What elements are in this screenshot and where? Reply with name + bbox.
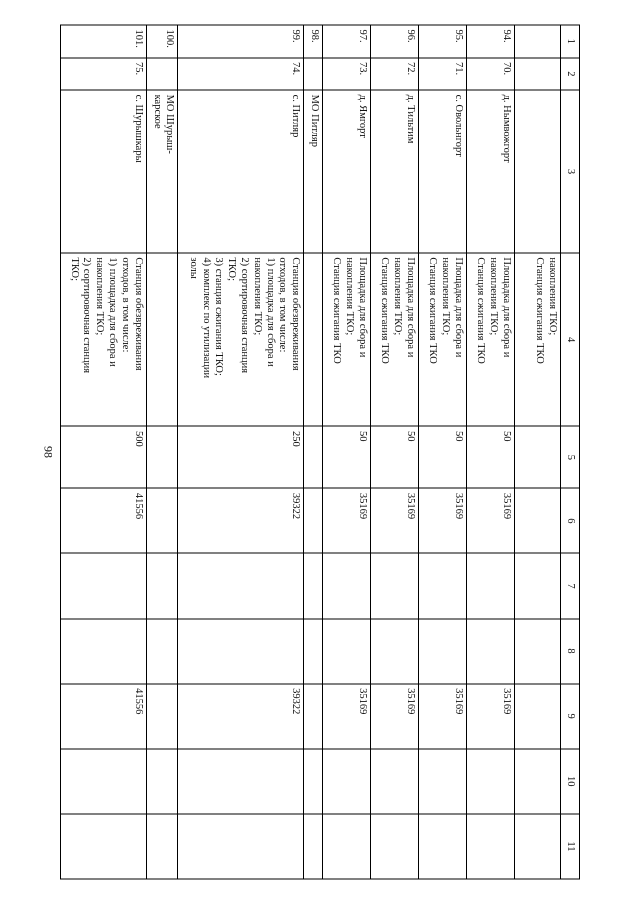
column-header: 3 (561, 90, 580, 253)
cell-object-number (304, 58, 323, 91)
cell-settlement: д. Нымвожгорт (466, 90, 514, 253)
cell-col11 (61, 814, 147, 879)
cell-col7 (61, 553, 147, 618)
cell-settlement: МО Питляр (304, 90, 323, 253)
cell-col9: 35169 (418, 684, 466, 749)
cell-col9 (304, 684, 323, 749)
cell-col11 (466, 814, 514, 879)
table-row (418, 25, 466, 879)
header-row (561, 25, 580, 879)
cell-col11 (322, 814, 370, 879)
cell-col8 (515, 619, 561, 684)
column-header: 10 (561, 749, 580, 814)
cell-col10 (322, 749, 370, 814)
cell-facility-type: Площадка для сбора и накопления ТКО; Станция сжигания ТКО (466, 253, 514, 427)
cell-row-number (515, 25, 561, 58)
table-row (466, 25, 514, 879)
cell-col7 (515, 553, 561, 618)
cell-object-number: 70. (466, 58, 514, 91)
cell-col10 (466, 749, 514, 814)
cell-col11 (515, 814, 561, 879)
cell-row-number: 97. (322, 25, 370, 58)
table-row-group (304, 25, 323, 879)
cell-facility-type (304, 253, 323, 427)
rotated-table-container (60, 25, 580, 880)
cell-col8 (466, 619, 514, 684)
cell-col6: 39322 (178, 488, 304, 553)
cell-col8 (418, 619, 466, 684)
cell-col5: 50 (418, 426, 466, 488)
table-row-carryover (515, 25, 561, 879)
column-header: 11 (561, 814, 580, 879)
column-header: 6 (561, 488, 580, 553)
cell-col9: 41556 (61, 684, 147, 749)
cell-col5: 250 (178, 426, 304, 488)
cell-col9 (146, 684, 178, 749)
cell-col11 (304, 814, 323, 879)
cell-settlement: с. Овольнгорт (418, 90, 466, 253)
cell-col7 (466, 553, 514, 618)
column-header: 8 (561, 619, 580, 684)
cell-facility-type: Площадка для сбора и накопления ТКО; Станция сжигания ТКО (370, 253, 418, 427)
waste-facilities-table (60, 25, 580, 880)
cell-settlement: МО Шурыш- карское (146, 90, 178, 253)
cell-settlement: с. Питляр (178, 90, 304, 253)
cell-col10 (146, 749, 178, 814)
cell-object-number (146, 58, 178, 91)
cell-settlement: д. Тильтим (370, 90, 418, 253)
cell-col6: 35169 (466, 488, 514, 553)
cell-col11 (370, 814, 418, 879)
cell-col8 (61, 619, 147, 684)
cell-col5: 500 (61, 426, 147, 488)
cell-row-number: 99. (178, 25, 304, 58)
cell-col9: 35169 (322, 684, 370, 749)
table-row-group (146, 25, 178, 879)
cell-col6: 35169 (418, 488, 466, 553)
cell-col7 (322, 553, 370, 618)
cell-col10 (304, 749, 323, 814)
cell-row-number: 100. (146, 25, 178, 58)
cell-object-number (515, 58, 561, 91)
cell-col8 (178, 619, 304, 684)
cell-col5 (304, 426, 323, 488)
column-header: 5 (561, 426, 580, 488)
table-row (178, 25, 304, 879)
cell-col6 (146, 488, 178, 553)
cell-settlement (515, 90, 561, 253)
cell-col11 (178, 814, 304, 879)
cell-object-number: 72. (370, 58, 418, 91)
cell-col6 (304, 488, 323, 553)
cell-col8 (370, 619, 418, 684)
cell-object-number: 71. (418, 58, 466, 91)
cell-col7 (418, 553, 466, 618)
cell-facility-type: Станция обезвреживания отходов, в том числе: 1) площадка для сбора и накопления ТКО; 2) сортировочная станция ТКО; 3) станция сжигания ТКО; 4) комплекс по утилизации золы (178, 253, 304, 427)
cell-facility-type: Площадка для сбора и накопления ТКО; Станция сжигания ТКО (322, 253, 370, 427)
cell-col5 (146, 426, 178, 488)
cell-col7 (304, 553, 323, 618)
column-header: 1 (561, 25, 580, 58)
column-header: 7 (561, 553, 580, 618)
cell-object-number: 75. (61, 58, 147, 91)
cell-col9: 35169 (370, 684, 418, 749)
cell-col5: 50 (322, 426, 370, 488)
cell-col8 (146, 619, 178, 684)
cell-col10 (418, 749, 466, 814)
cell-col6: 35169 (322, 488, 370, 553)
cell-facility-type: Площадка для сбора и накопления ТКО; Станция сжигания ТКО (418, 253, 466, 427)
cell-col9: 35169 (466, 684, 514, 749)
cell-facility-type: накопления ТКО; Станция сжигания ТКО (515, 253, 561, 427)
cell-col8 (304, 619, 323, 684)
cell-col5 (515, 426, 561, 488)
cell-row-number: 95. (418, 25, 466, 58)
cell-row-number: 96. (370, 25, 418, 58)
cell-col7 (370, 553, 418, 618)
cell-col7 (178, 553, 304, 618)
cell-object-number: 74. (178, 58, 304, 91)
page-number: 98 (41, 446, 56, 458)
cell-row-number: 101. (61, 25, 147, 58)
cell-col8 (322, 619, 370, 684)
column-header: 9 (561, 684, 580, 749)
cell-facility-type: Станция обезвреживания отходов, в том числе: 1) площадка для сбора и накопления ТКО; 2) сортировочная станция ТКО; (61, 253, 147, 427)
table-row (61, 25, 147, 879)
table-row (322, 25, 370, 879)
cell-object-number: 73. (322, 58, 370, 91)
cell-col9: 39322 (178, 684, 304, 749)
cell-col9 (515, 684, 561, 749)
table-row (370, 25, 418, 879)
cell-row-number: 94. (466, 25, 514, 58)
cell-col5: 50 (466, 426, 514, 488)
column-header: 2 (561, 58, 580, 91)
cell-row-number: 98. (304, 25, 323, 58)
cell-col10 (515, 749, 561, 814)
column-header: 4 (561, 253, 580, 427)
cell-facility-type (146, 253, 178, 427)
cell-col6 (515, 488, 561, 553)
cell-col11 (418, 814, 466, 879)
cell-settlement: с. Шурышкары (61, 90, 147, 253)
cell-col10 (61, 749, 147, 814)
cell-col5: 50 (370, 426, 418, 488)
cell-col6: 35169 (370, 488, 418, 553)
cell-col6: 41556 (61, 488, 147, 553)
cell-col7 (146, 553, 178, 618)
cell-col10 (178, 749, 304, 814)
cell-col11 (146, 814, 178, 879)
cell-settlement: д. Ямгорт (322, 90, 370, 253)
cell-col10 (370, 749, 418, 814)
